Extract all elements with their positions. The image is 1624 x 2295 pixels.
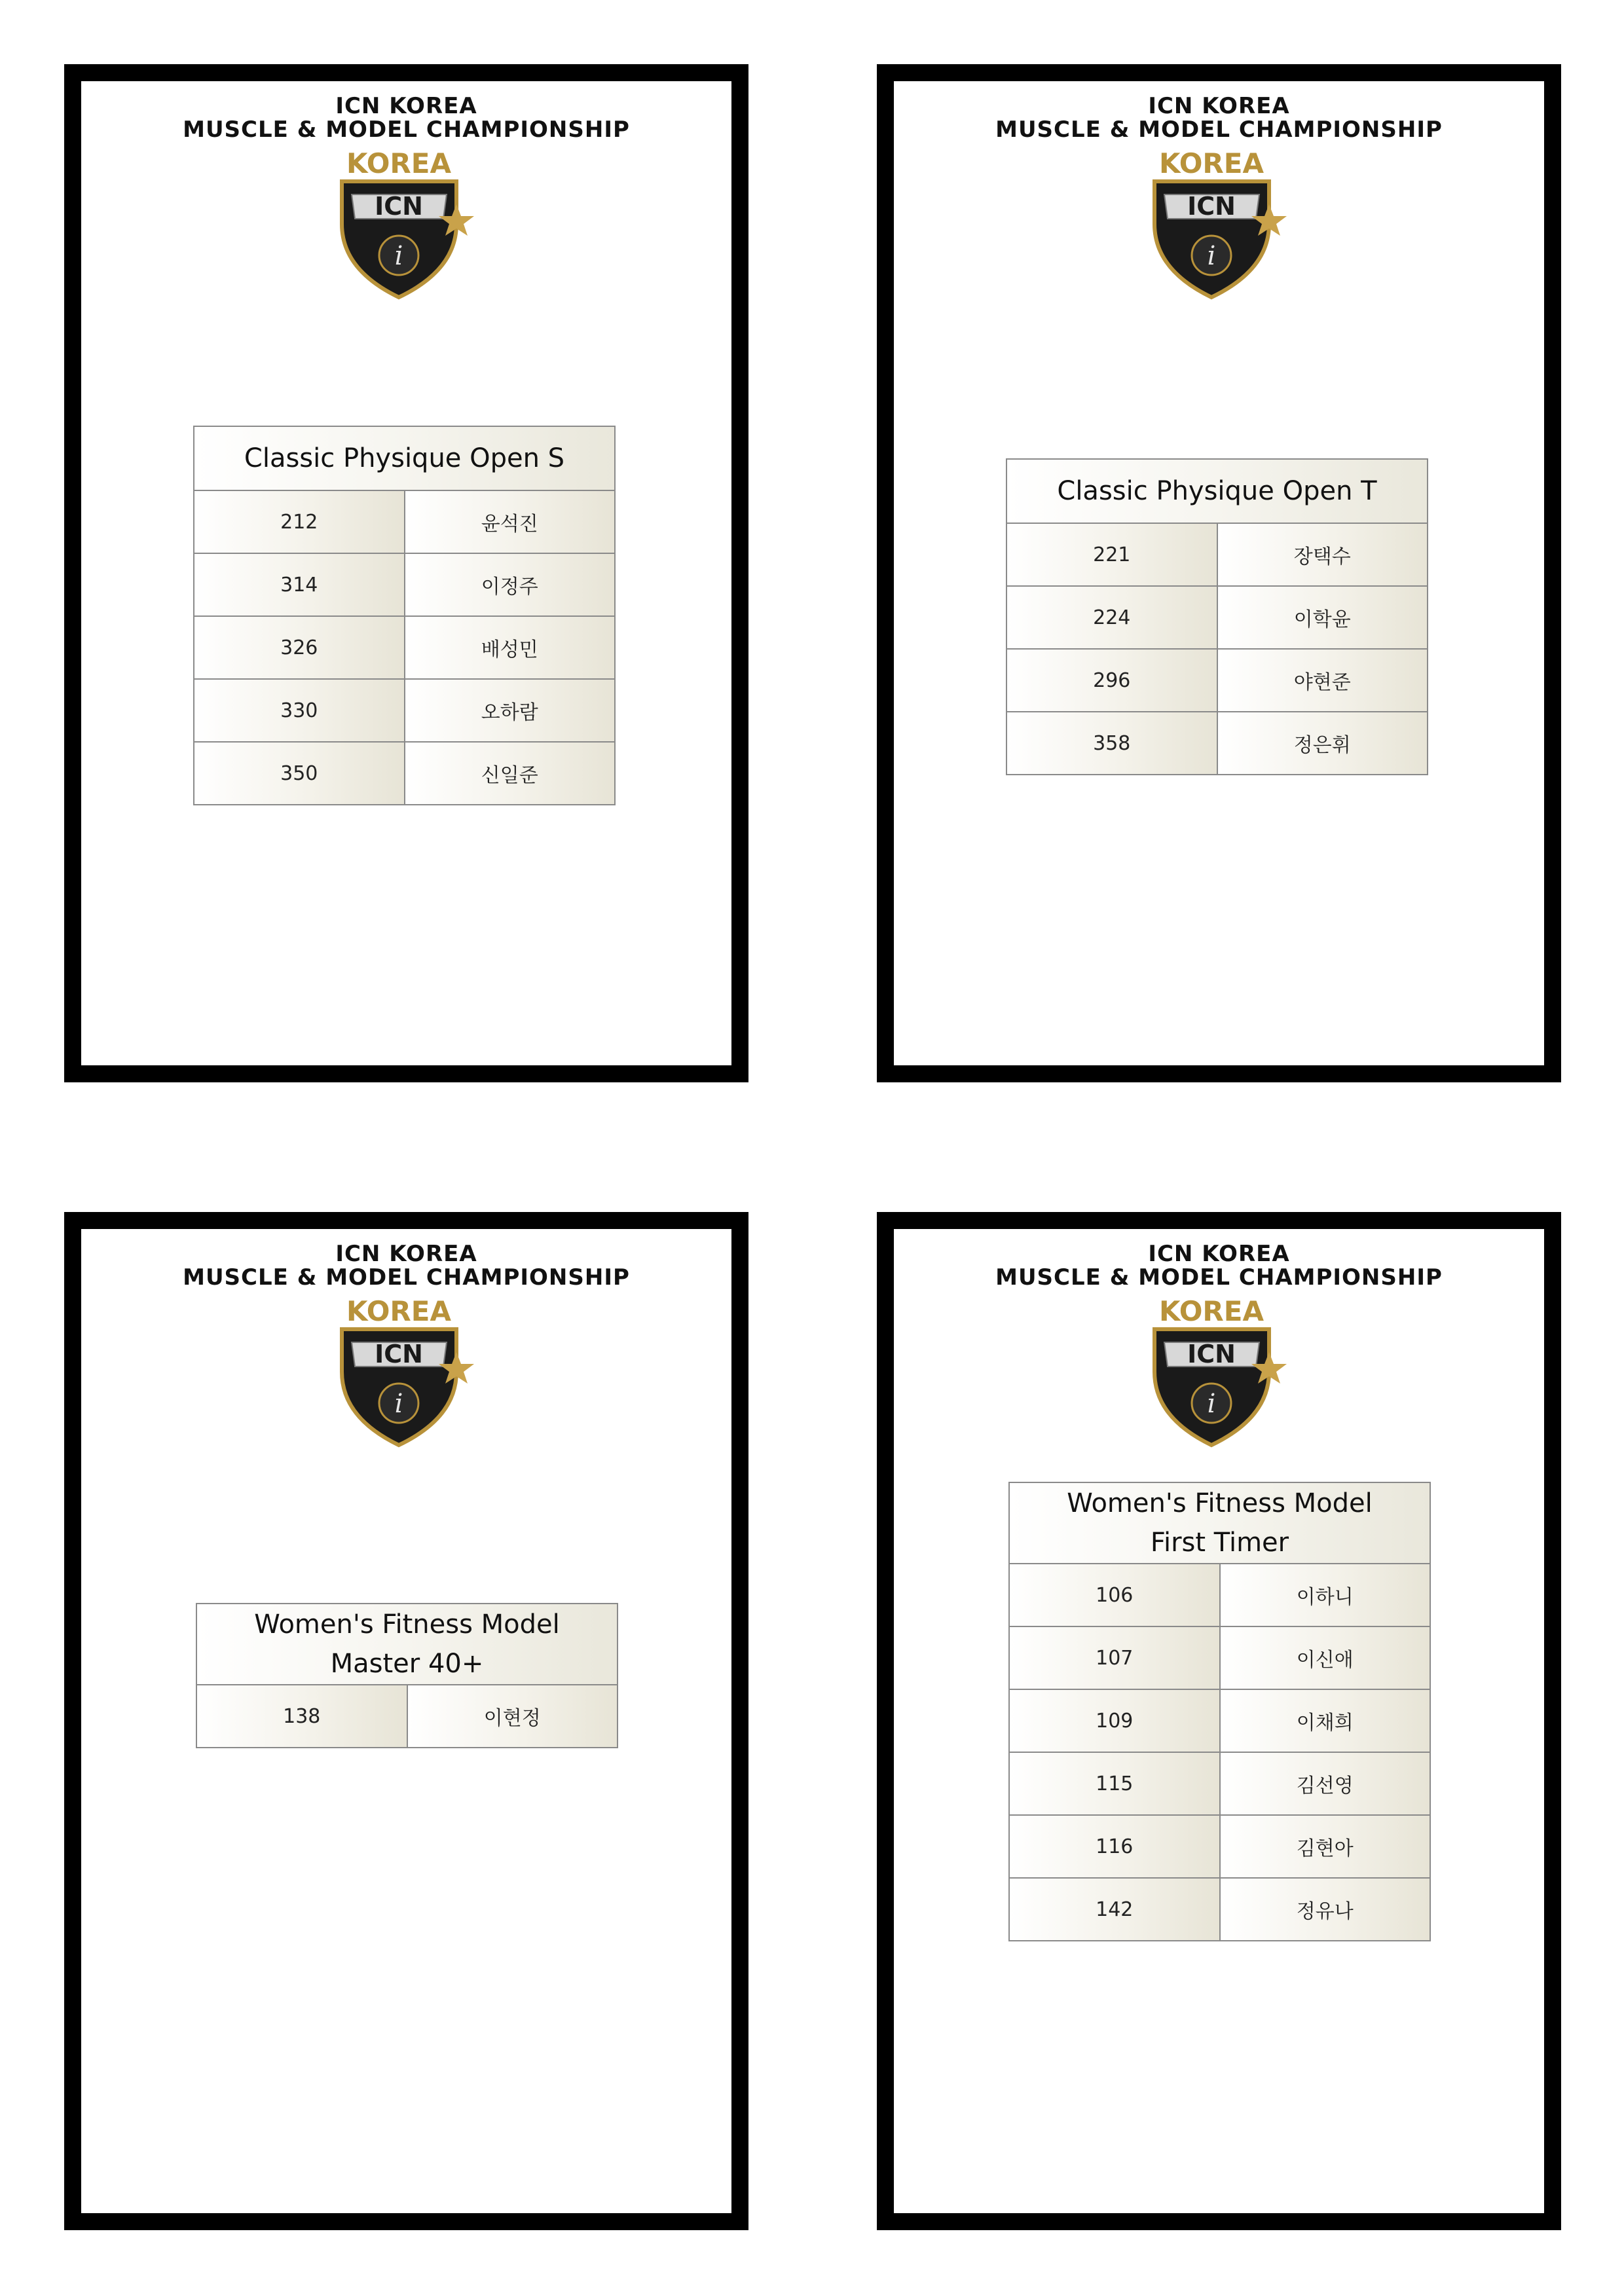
athlete-name: 정은휘 xyxy=(1217,712,1428,775)
icn-korea-logo xyxy=(316,1293,483,1450)
athlete-number: 115 xyxy=(1009,1752,1220,1815)
athlete-name: 장택수 xyxy=(1217,523,1428,586)
athlete-name: 이정주 xyxy=(405,553,616,616)
roster-card xyxy=(64,64,748,1082)
athlete-number: 224 xyxy=(1006,586,1217,649)
athlete-number: 330 xyxy=(194,679,405,742)
athlete-name: 이학윤 xyxy=(1217,586,1428,649)
svg-text:i: i xyxy=(394,1389,403,1419)
roster-table xyxy=(1006,458,1428,775)
athlete-name: 이채희 xyxy=(1220,1689,1431,1752)
icn-korea-logo xyxy=(1128,145,1295,303)
icn-korea-logo xyxy=(316,145,483,303)
table-row xyxy=(1009,1689,1430,1752)
icn-korea-logo xyxy=(1128,1293,1295,1450)
athlete-number: 314 xyxy=(194,553,405,616)
athlete-name: 신일준 xyxy=(405,742,616,805)
athlete-number: 326 xyxy=(194,616,405,679)
athlete-number: 116 xyxy=(1009,1815,1220,1878)
table-row xyxy=(1009,1878,1430,1941)
logo-icn-mark: ICN xyxy=(375,1340,423,1368)
roster-table xyxy=(196,1603,618,1748)
logo-korea-text: KOREA xyxy=(346,1295,451,1327)
championship-header xyxy=(894,1242,1544,1289)
athlete-number: 296 xyxy=(1006,649,1217,712)
athlete-name: 윤석진 xyxy=(405,490,616,553)
athlete-name: 정유나 xyxy=(1220,1878,1431,1941)
table-row xyxy=(1009,1752,1430,1815)
athlete-number: 358 xyxy=(1006,712,1217,775)
roster-card xyxy=(877,1212,1561,2230)
table-row xyxy=(1006,586,1428,649)
championship-header xyxy=(81,1242,731,1289)
roster-table xyxy=(1008,1482,1431,1941)
svg-text:i: i xyxy=(1207,241,1216,271)
athlete-number: 221 xyxy=(1006,523,1217,586)
athlete-name: 김선영 xyxy=(1220,1752,1431,1815)
table-row xyxy=(1006,523,1428,586)
logo-icn-mark: ICN xyxy=(1187,192,1236,221)
logo-icn-mark: ICN xyxy=(375,192,423,221)
category-title: Women's Fitness Model Master 40+ xyxy=(196,1604,618,1685)
header-line-1: ICN KOREA xyxy=(1148,93,1290,119)
table-row xyxy=(194,490,615,553)
athlete-name: 김현아 xyxy=(1220,1815,1431,1878)
athlete-number: 212 xyxy=(194,490,405,553)
athlete-name: 이신애 xyxy=(1220,1626,1431,1689)
header-line-1: ICN KOREA xyxy=(335,93,477,119)
table-row xyxy=(1006,649,1428,712)
athlete-name: 배성민 xyxy=(405,616,616,679)
logo-korea-text: KOREA xyxy=(1159,1295,1264,1327)
roster-card xyxy=(877,64,1561,1082)
table-row xyxy=(194,679,615,742)
table-row xyxy=(194,742,615,805)
table-row xyxy=(194,616,615,679)
header-line-1: ICN KOREA xyxy=(1148,1241,1290,1267)
table-row xyxy=(196,1685,618,1748)
championship-header xyxy=(894,94,1544,141)
logo-korea-text: KOREA xyxy=(346,147,451,179)
table-row xyxy=(1009,1626,1430,1689)
athlete-name: 야현준 xyxy=(1217,649,1428,712)
athlete-number: 109 xyxy=(1009,1689,1220,1752)
athlete-name: 이현정 xyxy=(407,1685,618,1748)
athlete-number: 142 xyxy=(1009,1878,1220,1941)
logo-icn-mark: ICN xyxy=(1187,1340,1236,1368)
svg-text:i: i xyxy=(394,241,403,271)
athlete-number: 138 xyxy=(196,1685,407,1748)
athlete-number: 350 xyxy=(194,742,405,805)
roster-card xyxy=(64,1212,748,2230)
table-row xyxy=(194,553,615,616)
header-line-2: MUSCLE & MODEL CHAMPIONSHIP xyxy=(995,117,1443,143)
category-title: Classic Physique Open T xyxy=(1006,459,1428,523)
athlete-name: 오하람 xyxy=(405,679,616,742)
roster-table xyxy=(193,426,616,805)
header-line-1: ICN KOREA xyxy=(335,1241,477,1267)
header-line-2: MUSCLE & MODEL CHAMPIONSHIP xyxy=(183,117,630,143)
table-row xyxy=(1009,1815,1430,1878)
category-title: Women's Fitness Model First Timer xyxy=(1009,1482,1430,1564)
championship-header xyxy=(81,94,731,141)
table-row xyxy=(1006,712,1428,775)
category-title: Classic Physique Open S xyxy=(194,426,615,490)
svg-text:i: i xyxy=(1207,1389,1216,1419)
table-row xyxy=(1009,1564,1430,1626)
athlete-number: 107 xyxy=(1009,1626,1220,1689)
athlete-name: 이하니 xyxy=(1220,1564,1431,1626)
athlete-number: 106 xyxy=(1009,1564,1220,1626)
header-line-2: MUSCLE & MODEL CHAMPIONSHIP xyxy=(995,1264,1443,1291)
header-line-2: MUSCLE & MODEL CHAMPIONSHIP xyxy=(183,1264,630,1291)
logo-korea-text: KOREA xyxy=(1159,147,1264,179)
